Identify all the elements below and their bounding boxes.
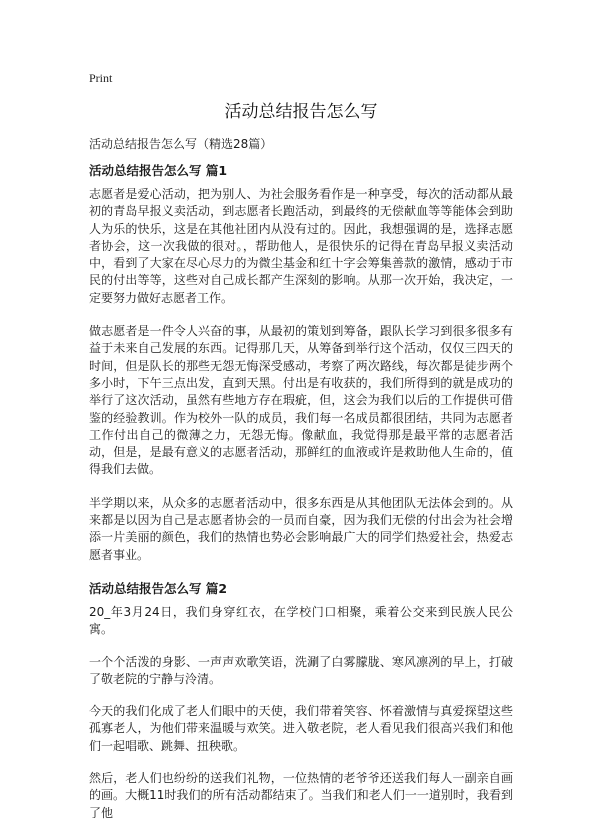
paragraph: 半学期以来，从众多的志愿者活动中，很多东西是从其他团队无法体会到的。从来都是以因为自己是志愿者协会的一员而自豪，因为我们无偿的付出会为社会增添一片美丽的颜色，我们的热情也势必会影响最广大的同学们热爱社会，热爱志愿者事业。 (89, 495, 513, 562)
section-1 (89, 162, 513, 564)
paragraph: 一个个活泼的身影、一声声欢歌笑语，洗涮了白雾朦胧、寒风凛冽的早上，打破了敬老院的宁静与泠清。 (89, 654, 513, 686)
section-2 (89, 580, 513, 822)
print-link[interactable]: Print (89, 71, 113, 85)
document-title: 活动总结报告怎么写 (224, 102, 378, 122)
paragraph: 然后，老人们也纷纷的送我们礼物，一位热情的老爷爷还送我们每人一副亲自画的画。大概11时我们的所有活动都结束了。当我们和老人们一一道别时，我看到了他 (89, 771, 513, 820)
paragraph: 今天的我们化成了老人们眼中的天使，我们带着笑容、怀着激情与真爱探望这些孤寡老人，为他们带来温暖与欢笑。进入敬老院，老人看见我们很高兴我们和他们一起唱歌、跳舞、扭秧歌。 (89, 704, 513, 753)
paragraph: 志愿者是爱心活动，把为别人、为社会服务看作是一种享受，每次的活动都从最初的青岛早报义卖活动，到志愿者长跑活动，到最终的无偿献血等等能体会到助人为乐的快乐，这是在其他社团内从没有过的。因此，我想强调的是，选择志愿者协会，这一次我做的很对。，帮助他人，是很快乐的记得在青岛早报义卖活动中，看到了大家在尽心尽力的为微尘基金和红十字会筹集善款的激情，感动于市民的付出等等，这些对自己成长都产生深刻的影响。从那一次开始，我决定，一定要努力做好志愿者工作。 (89, 187, 513, 305)
paragraph: 20_年3月24日，我们身穿红衣，在学校门口相聚，乘着公交来到民族人民公寓。 (89, 604, 513, 637)
document-page (89, 70, 513, 837)
section-heading: 活动总结报告怎么写 篇2 (89, 580, 228, 596)
paragraph: 做志愿者是一件令人兴奋的事，从最初的策划到筹备，跟队长学习到很多很多有益于未来自己发展的东西。记得那几天，从筹备到举行这个活动，仅仅三四天的时间，但是队长的那些无怨无悔深受感动，考察了两次路线，每次都是徒步两个多小时，下午三点出发，直到天黑。付出是有收获的，我们所得到的就是成功的举行了这次活动，虽然有些地方存在瑕疵，但，这会为我们以后的工作提供可借鉴的经验教训。作为校外一队的成员，我们每一名成员都很团结，共同为志愿者工作付出自己的微薄之力，无怨无悔。像献血，我觉得那是最平常的志愿者活动，但是，是最有意义的志愿者活动，那鲜红的血液或许是救助他人生命的，值得我们去做。 (89, 324, 513, 477)
section-heading: 活动总结报告怎么写 篇1 (89, 163, 228, 178)
document-subtitle: 活动总结报告怎么写（精选28篇） (89, 137, 273, 151)
